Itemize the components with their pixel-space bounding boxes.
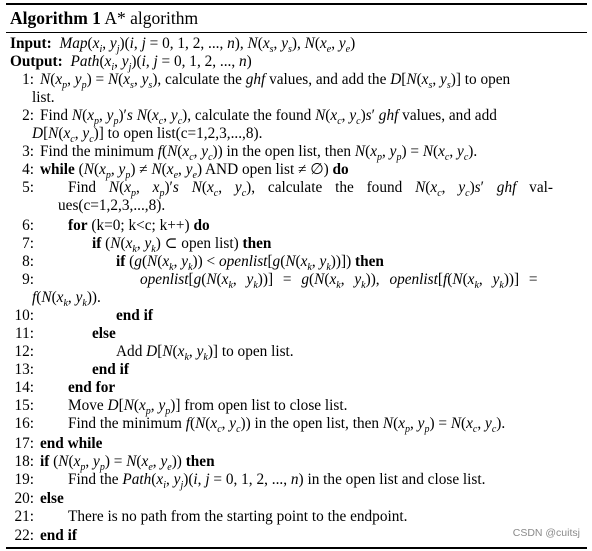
line-continuation: ues(c=1,2,3,...,8). xyxy=(58,197,166,214)
line-text: while ($N(x_p$, $y_p) \ne N(x_e$, $y_e$) AND open list ≠ ∅) do xyxy=(40,161,349,182)
keyword: if xyxy=(92,235,102,252)
line-number: 17: xyxy=(14,435,34,452)
line-text: for (k=0; k<c; k++) do xyxy=(68,217,210,234)
keyword: else xyxy=(92,325,116,342)
line-text: if ($N(x_k$, $y_k$) ⊂ open list) then xyxy=(92,235,272,256)
line-text: $N(x_p$, $y_p) = N(x_s$, $y_s$), calculate the ghf values, and add the $D[N(x_s$, $y_s$)] to open xyxy=(40,71,511,92)
line-text xyxy=(92,361,129,379)
line-number: 11: xyxy=(15,325,34,342)
algorithm-name: A* algorithm xyxy=(104,8,199,28)
line-text xyxy=(92,325,116,343)
keyword: do xyxy=(193,217,210,234)
line-text: $openlist[g(N(x_k$, $y_k))] = g(N(x_k$, $y_k$)), $openlist[f(N(x_k$, $y_k$))] = xyxy=(140,271,538,292)
line-number: 9: xyxy=(22,271,34,288)
line-number: 12: xyxy=(14,343,34,360)
input-label: Input: xyxy=(10,35,52,52)
line-number: 18: xyxy=(14,453,34,470)
title-rule xyxy=(6,32,587,33)
line-number: 7: xyxy=(22,235,34,252)
algorithm-label: Algorithm 1 xyxy=(10,8,101,28)
keyword: then xyxy=(185,453,215,470)
line-number: 22: xyxy=(14,527,34,544)
line-number: 10: xyxy=(14,307,34,324)
line-number: 13: xyxy=(14,361,34,378)
line-text xyxy=(40,527,77,545)
line-number: 6: xyxy=(22,217,34,234)
line-text xyxy=(116,307,153,325)
line-text: Find $N(x_p$, $y_p)'s$ $N(x_c$, $y_c$), calculate the found $N(x_c$, $y_c)s'$ ghf values, and add xyxy=(40,107,497,128)
line-continuation: $f(N(x_k$, $y_k$)). xyxy=(32,289,101,310)
line-number: 2: xyxy=(22,107,34,124)
keyword: else xyxy=(40,490,64,507)
line-text: Add $D[N(x_k$, $y_k$)] to open list. xyxy=(116,343,294,364)
line-text: if ($N(x_p$, $y_p) = N(x_e$, $y_e$)) then xyxy=(40,453,215,474)
line-text: Find the minimum $f(N(x_c$, $y_c$)) in the open list, then $N(x_p$, $y_p) = N(x_c$, $y_c$). xyxy=(40,143,478,164)
line-number: 21: xyxy=(14,508,34,525)
line-number: 5: xyxy=(22,179,34,196)
line-number: 4: xyxy=(22,161,34,178)
keyword: end while xyxy=(40,435,103,452)
line-text: Find $N(x_p$, $x_p)'s$ $N(x_c$, $y_c$), calculate the found $N(x_c$, $y_c)s'$ ghf val- xyxy=(68,179,553,200)
input-text: $Map(x_i$, $y_j)(i$, j = 0, 1, 2, ..., n), $N(x_s$, $y_s$), $N(x_e$, $y_e$) xyxy=(59,35,356,56)
line-continuation: list. xyxy=(32,89,55,106)
output-text: $Path(x_i$, $y_j)(i$, j = 0, 1, 2, ..., n) xyxy=(70,53,252,74)
line-number: 15: xyxy=(14,397,34,414)
line-text xyxy=(40,435,102,453)
line-number: 3: xyxy=(22,143,34,160)
line-number: 20: xyxy=(14,490,34,507)
line-number: 8: xyxy=(22,253,34,270)
line-text: Move $D[N(x_p$, $y_p$)] from open list to close list. xyxy=(68,397,348,418)
top-rule xyxy=(6,3,587,5)
line-text: Find the $Path(x_i$, $y_j)(i$, j = 0, 1, 2, ..., n) in the open list and close list. xyxy=(68,471,486,492)
keyword: end if xyxy=(40,527,77,544)
bottom-rule xyxy=(6,547,587,549)
line-text: There is no path from the starting point to the endpoint. xyxy=(68,508,408,525)
keyword: while xyxy=(40,161,75,178)
watermark: CSDN @cuitsj xyxy=(512,527,580,539)
algorithm-title xyxy=(10,7,198,29)
keyword: end for xyxy=(68,379,116,396)
keyword: then xyxy=(242,235,272,252)
keyword: for xyxy=(68,217,88,234)
keyword: do xyxy=(332,161,349,178)
keyword: end if xyxy=(92,361,129,378)
line-number: 19: xyxy=(14,471,34,488)
keyword: if xyxy=(116,253,126,270)
keyword: end if xyxy=(116,307,153,324)
line-number: 1: xyxy=(22,71,34,88)
line-text xyxy=(40,490,64,508)
keyword: if xyxy=(40,453,50,470)
keyword: then xyxy=(354,253,384,270)
line-number: 14: xyxy=(14,379,34,396)
line-text xyxy=(68,379,115,397)
output-label: Output: xyxy=(10,53,63,70)
line-number: 16: xyxy=(14,415,34,432)
line-text: Find the minimum $f(N(x_c$, $y_c$)) in the open list, then $N(x_p$, $y_p) = N(x_c$, $y_c$). xyxy=(68,415,506,436)
line-continuation: $D[N(x_c$, $y_c$)] to open list(c=1,2,3,...,8). xyxy=(32,125,263,146)
line-text: if ($g(N(x_k$, $y_k$)) < $openlist[g(N(x_k$, $y_k$))]) then xyxy=(116,253,384,274)
